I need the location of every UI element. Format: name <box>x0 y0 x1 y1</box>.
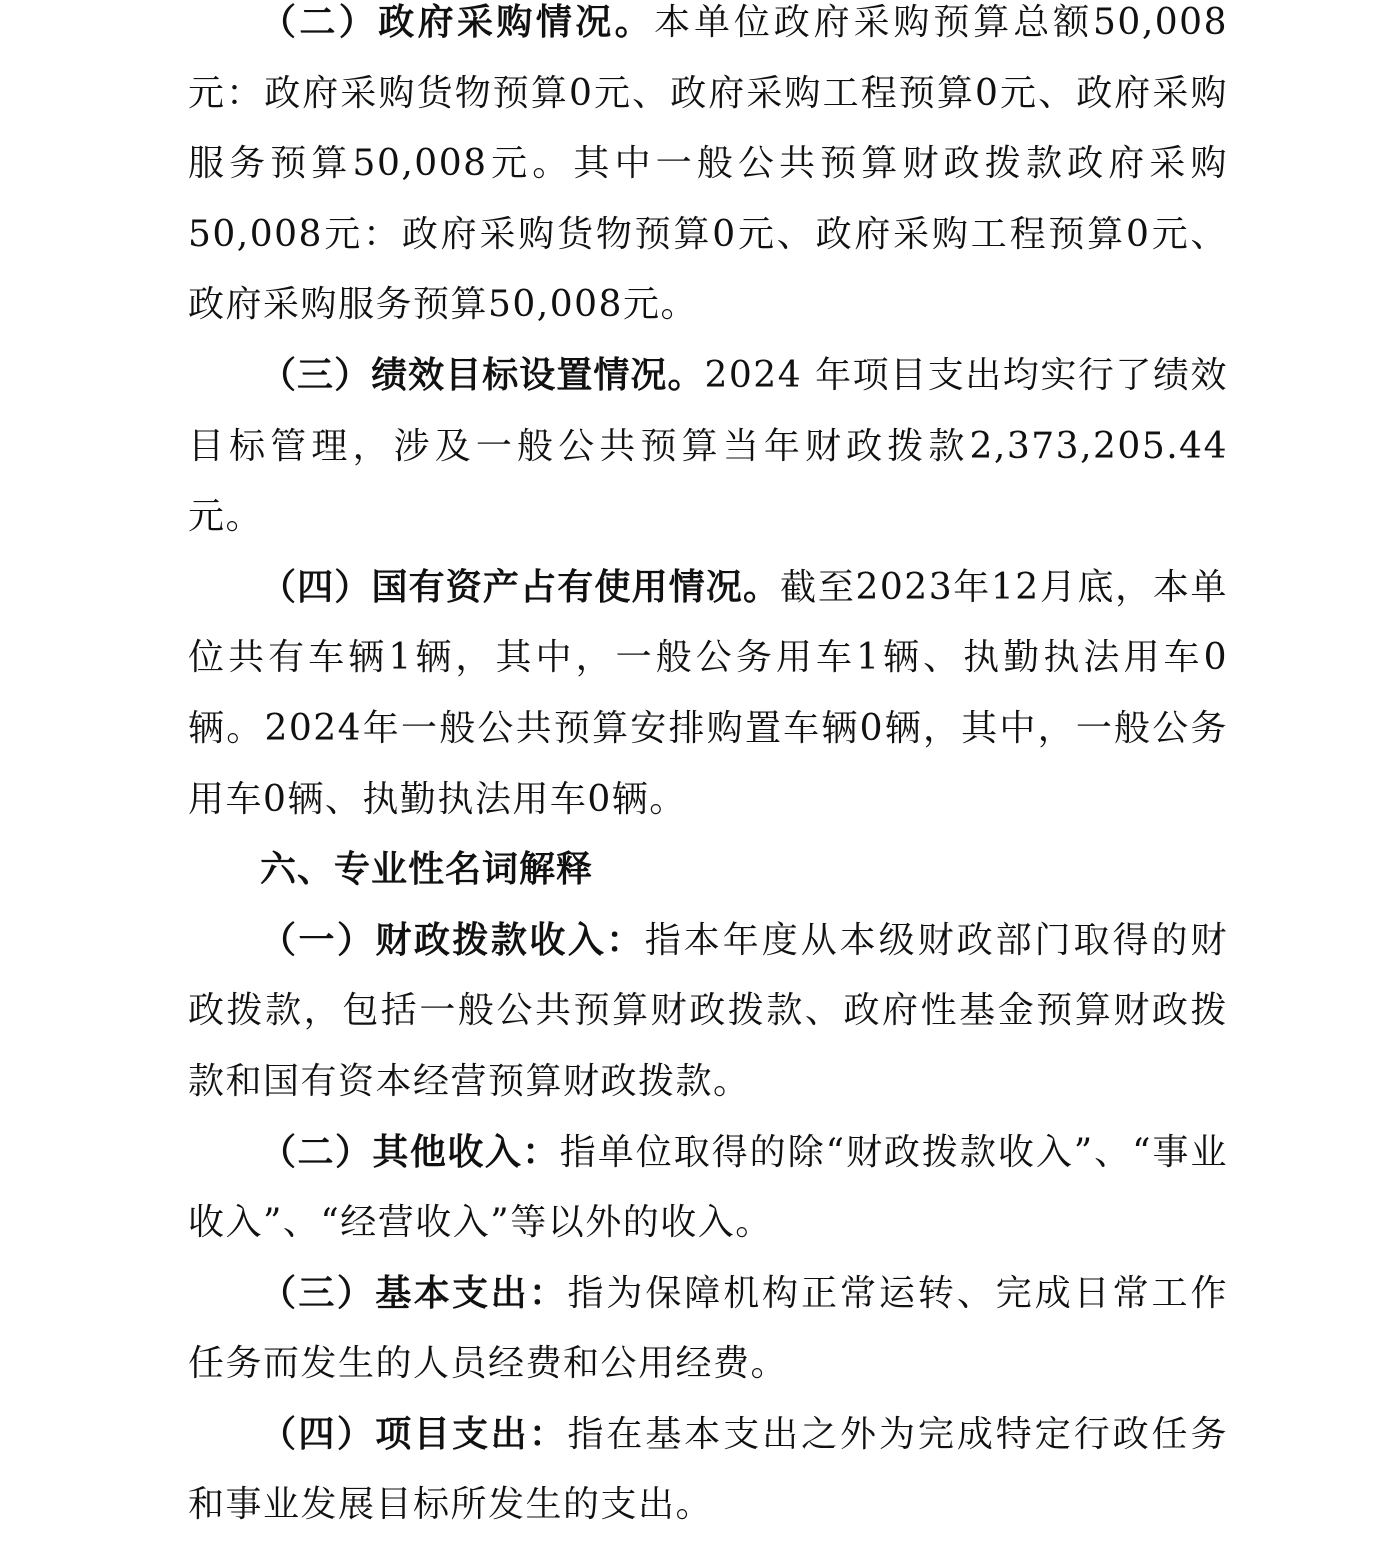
paragraph-lead: （四）国有资产占有使用情况。 <box>260 566 781 608</box>
paragraph-body: 截至2023年12月底，本单位共有车辆1辆，其中，一般公务用车1辆、执勤执法用车0辆。2024年一般公共预算安排购置车辆0辆，其中，一般公务用车0辆、执勤执法用车0辆。 <box>188 566 1228 820</box>
paragraph-lead: （三）绩效目标设置情况。 <box>260 354 705 396</box>
glossary-definition: 指在基本支出之外为完成特定行政任务和事业发展目标所发生的支出。 <box>188 1413 1228 1526</box>
glossary-term: （四）项目支出： <box>260 1413 568 1455</box>
glossary-term: （一）财政拨款收入： <box>260 919 645 961</box>
glossary-term: （二）其他收入： <box>260 1131 560 1173</box>
paragraph-performance <box>188 341 1228 553</box>
glossary-term: （三）基本支出： <box>260 1272 568 1314</box>
paragraph-assets <box>188 553 1228 835</box>
section-heading: 六、专业性名词解释 <box>260 849 594 891</box>
paragraph-lead: （二）政府采购情况。 <box>260 2 655 43</box>
paragraph-procurement <box>188 0 1228 341</box>
glossary-definition: 指单位取得的除“财政拨款收入”、“事业收入”、“经营收入”等以外的收入。 <box>188 1131 1228 1244</box>
glossary-item <box>188 1259 1228 1400</box>
document-page <box>188 0 1228 1541</box>
glossary-item <box>188 1400 1228 1541</box>
glossary-item <box>188 1118 1228 1259</box>
glossary-item <box>188 906 1228 1118</box>
paragraph-body: 2024 年项目支出均实行了绩效目标管理，涉及一般公共预算当年财政拨款2,373,205.44元。 <box>188 354 1228 538</box>
paragraph-body: 本单位政府采购预算总额50,008元：政府采购货物预算0元、政府采购工程预算0元、政府采购服务预算50,008元。其中一般公共预算财政拨款政府采购50,008元：政府采购货物预算0元、政府采购工程预算0元、政府采购服务预算50,008元。 <box>188 2 1228 326</box>
glossary-definition: 指为保障机构正常运转、完成日常工作任务而发生的人员经费和公用经费。 <box>188 1272 1228 1385</box>
glossary-definition: 指本年度从本级财政部门取得的财政拨款，包括一般公共预算财政拨款、政府性基金预算财政拨款和国有资本经营预算财政拨款。 <box>188 919 1228 1102</box>
